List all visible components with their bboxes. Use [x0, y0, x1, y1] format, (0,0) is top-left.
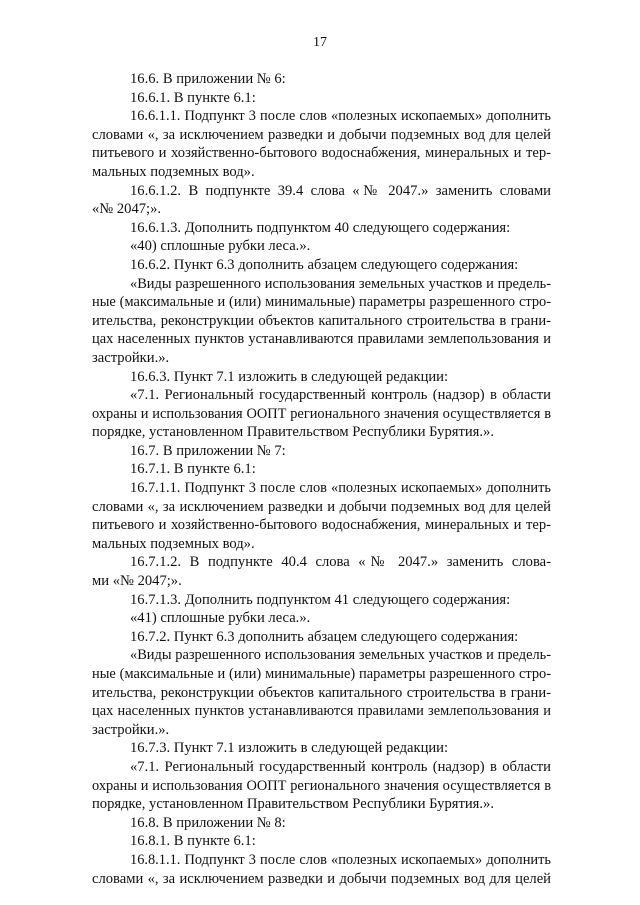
text-line: «7.1. Региональный государственный контроль (надзор) в области: [130, 387, 551, 404]
text-line: 16.7.3. Пункт 7.1 изложить в следующей редакции:: [130, 740, 449, 757]
page-number: 17: [313, 35, 327, 50]
text-line: застройки.».: [92, 349, 170, 366]
text-line: 16.7. В приложении № 7:: [130, 442, 286, 459]
text-line: застройки.».: [92, 721, 170, 738]
text-line: 16.6.1.1. Подпункт 3 после слов «полезных ископаемых» дополнить: [130, 108, 551, 125]
text-line: 16.6.1.3. Дополнить подпунктом 40 следующего содержания:: [130, 219, 511, 236]
document-body: [92, 70, 551, 888]
text-line: 16.6. В приложении № 6:: [130, 71, 286, 87]
text-line: «Виды разрешенного использования земельных участков и предель-: [130, 647, 551, 664]
text-line: охраны и использования ООПТ регионального значения осуществляется в: [92, 405, 551, 422]
text-line: мальных подземных вод».: [92, 535, 255, 552]
text-line: словами «, за исключением разведки и добычи подземных вод для целей: [92, 870, 551, 887]
text-line: 16.6.1.2. В подпункте 39.4 слова «№ 2047.» заменить словами: [130, 182, 551, 199]
text-line: 16.8.1. В пункте 6.1:: [130, 833, 256, 850]
text-line: ительства, реконструкции объектов капитального строительства в грани-: [92, 312, 551, 329]
text-line: питьевого и хозяйственно-бытового водоснабжения, минеральных и тер-: [92, 145, 551, 162]
text-line: цах населенных пунктов устанавливаются правилами землепользования и: [92, 331, 551, 348]
text-line: питьевого и хозяйственно-бытового водоснабжения, минеральных и тер-: [92, 517, 551, 534]
text-line: «7.1. Региональный государственный контроль (надзор) в области: [130, 758, 551, 775]
text-line: ми «№ 2047;».: [92, 573, 182, 590]
text-line: охраны и использования ООПТ регионального значения осуществляется в: [92, 777, 551, 794]
text-line: ительства, реконструкции объектов капитального строительства в грани-: [92, 684, 551, 701]
text-line: 16.8. В приложении № 8:: [130, 814, 286, 831]
text-line: 16.7.1. В пункте 6.1:: [130, 461, 256, 478]
text-line: цах населенных пунктов устанавливаются правилами землепользования и: [92, 703, 551, 720]
text-line: 16.6.1. В пункте 6.1:: [130, 89, 256, 106]
text-line: 16.6.2. Пункт 6.3 дополнить абзацем следующего содержания:: [130, 256, 519, 273]
text-line: ные (максимальные и (или) минимальные) параметры разрешенного стро-: [92, 666, 551, 682]
text-line: порядке, установленном Правительством Республики Бурятия.».: [92, 424, 494, 441]
text-line: «41) сплошные рубки леса.».: [130, 610, 311, 627]
text-line: 16.7.1.1. Подпункт 3 после слов «полезных ископаемых» дополнить: [130, 480, 551, 497]
text-line: 16.8.1.1. Подпункт 3 после слов «полезных ископаемых» дополнить: [130, 851, 551, 868]
text-line: словами «, за исключением разведки и добычи подземных вод для целей: [92, 126, 551, 143]
text-line: «Виды разрешенного использования земельных участков и предель-: [130, 275, 551, 292]
text-line: 16.6.3. Пункт 7.1 изложить в следующей редакции:: [130, 368, 449, 385]
text-line: порядке, установленном Правительством Республики Бурятия.».: [92, 796, 494, 813]
text-line: словами «, за исключением разведки и добычи подземных вод для целей: [92, 498, 551, 515]
text-line: 16.7.1.3. Дополнить подпунктом 41 следующего содержания:: [130, 591, 511, 608]
text-line: 16.7.1.2. В подпункте 40.4 слова «№ 2047.» заменить слова-: [130, 554, 551, 571]
text-line: «№ 2047;».: [92, 201, 162, 218]
text-line: мальных подземных вод».: [92, 163, 255, 180]
text-line: «40) сплошные рубки леса.».: [130, 238, 311, 255]
text-line: ные (максимальные и (или) минимальные) параметры разрешенного стро-: [92, 294, 551, 311]
text-line: 16.7.2. Пункт 6.3 дополнить абзацем следующего содержания:: [130, 628, 519, 645]
